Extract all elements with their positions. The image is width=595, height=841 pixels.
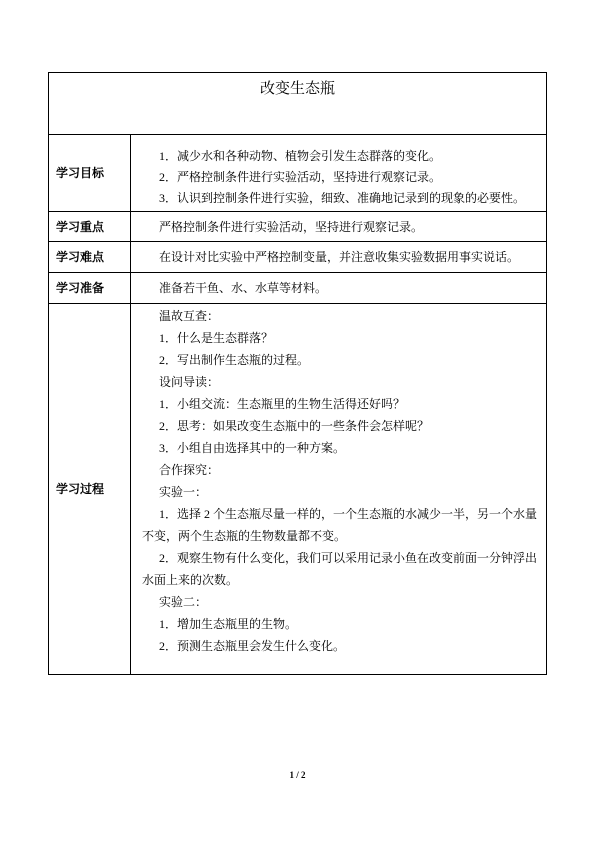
process-heading-guide: 设问导读： xyxy=(159,375,220,389)
preparation-label: 学习准备 xyxy=(49,273,131,304)
page-number: 1 / 2 xyxy=(289,770,306,780)
process-item: 1．选择 2 个生态瓶尽量一样的，一个生态瓶的水减少一半，另一个水量 xyxy=(159,507,538,521)
key-points-text: 严格控制条件进行实验活动，坚持进行观察记录。 xyxy=(159,219,424,234)
objectives-content xyxy=(131,135,547,212)
process-item: 2．思考：如果改变生态瓶中的一些条件会怎样呢？ xyxy=(159,419,430,433)
process-label: 学习过程 xyxy=(49,304,131,675)
key-points-row xyxy=(49,212,547,242)
process-content xyxy=(131,304,547,675)
process-row xyxy=(49,304,547,675)
process-heading-review: 温故互查： xyxy=(159,309,220,323)
process-item-continuation: 不变，两个生态瓶的生物数量都不变。 xyxy=(142,529,347,543)
difficulties-text: 在设计对比实验中严格控制变量，并注意收集实验数据用事实说话。 xyxy=(159,250,520,264)
process-item: 1．增加生态瓶里的生物。 xyxy=(159,617,298,631)
objectives-label: 学习目标 xyxy=(49,135,131,212)
objective-item: 1．减少水和各种动物、植物会引发生态群落的变化。 xyxy=(159,149,442,163)
process-item: 2．写出制作生态瓶的过程。 xyxy=(159,353,310,367)
preparation-text: 准备若干鱼、水、水草等材料。 xyxy=(159,281,328,295)
title-cell xyxy=(49,73,547,135)
objective-item: 2．严格控制条件进行实验活动，坚持进行观察记录。 xyxy=(159,170,442,184)
process-item-continuation: 水面上来的次数。 xyxy=(142,573,239,587)
process-item: 1．什么是生态群落？ xyxy=(159,331,274,345)
process-item: 3．小组自由选择其中的一种方案。 xyxy=(159,441,346,455)
process-heading-explore: 合作探究： xyxy=(159,463,220,477)
key-points-label: 学习重点 xyxy=(49,212,131,242)
key-points-content xyxy=(131,212,547,242)
preparation-content xyxy=(131,273,547,304)
process-item: 2．观察生物有什么变化，我们可以采用记录小鱼在改变前面一分钟浮出 xyxy=(159,551,538,565)
process-heading-experiment-2: 实验二： xyxy=(159,595,208,609)
objective-item: 3．认识到控制条件进行实验，细致、准确地记录到的现象的必要性。 xyxy=(159,191,526,205)
process-heading-experiment-1: 实验一： xyxy=(159,485,208,499)
preparation-row xyxy=(49,273,547,304)
lesson-plan-table xyxy=(48,72,547,675)
difficulties-label: 学习难点 xyxy=(49,242,131,273)
title-row xyxy=(49,73,547,135)
document-title: 改变生态瓶 xyxy=(260,80,336,97)
difficulties-row xyxy=(49,242,547,273)
process-item: 2．预测生态瓶里会发生什么变化。 xyxy=(159,639,346,653)
objectives-row xyxy=(49,135,547,212)
process-item: 1．小组交流：生态瓶里的生物生活得还好吗？ xyxy=(159,397,406,411)
difficulties-content xyxy=(131,242,547,273)
